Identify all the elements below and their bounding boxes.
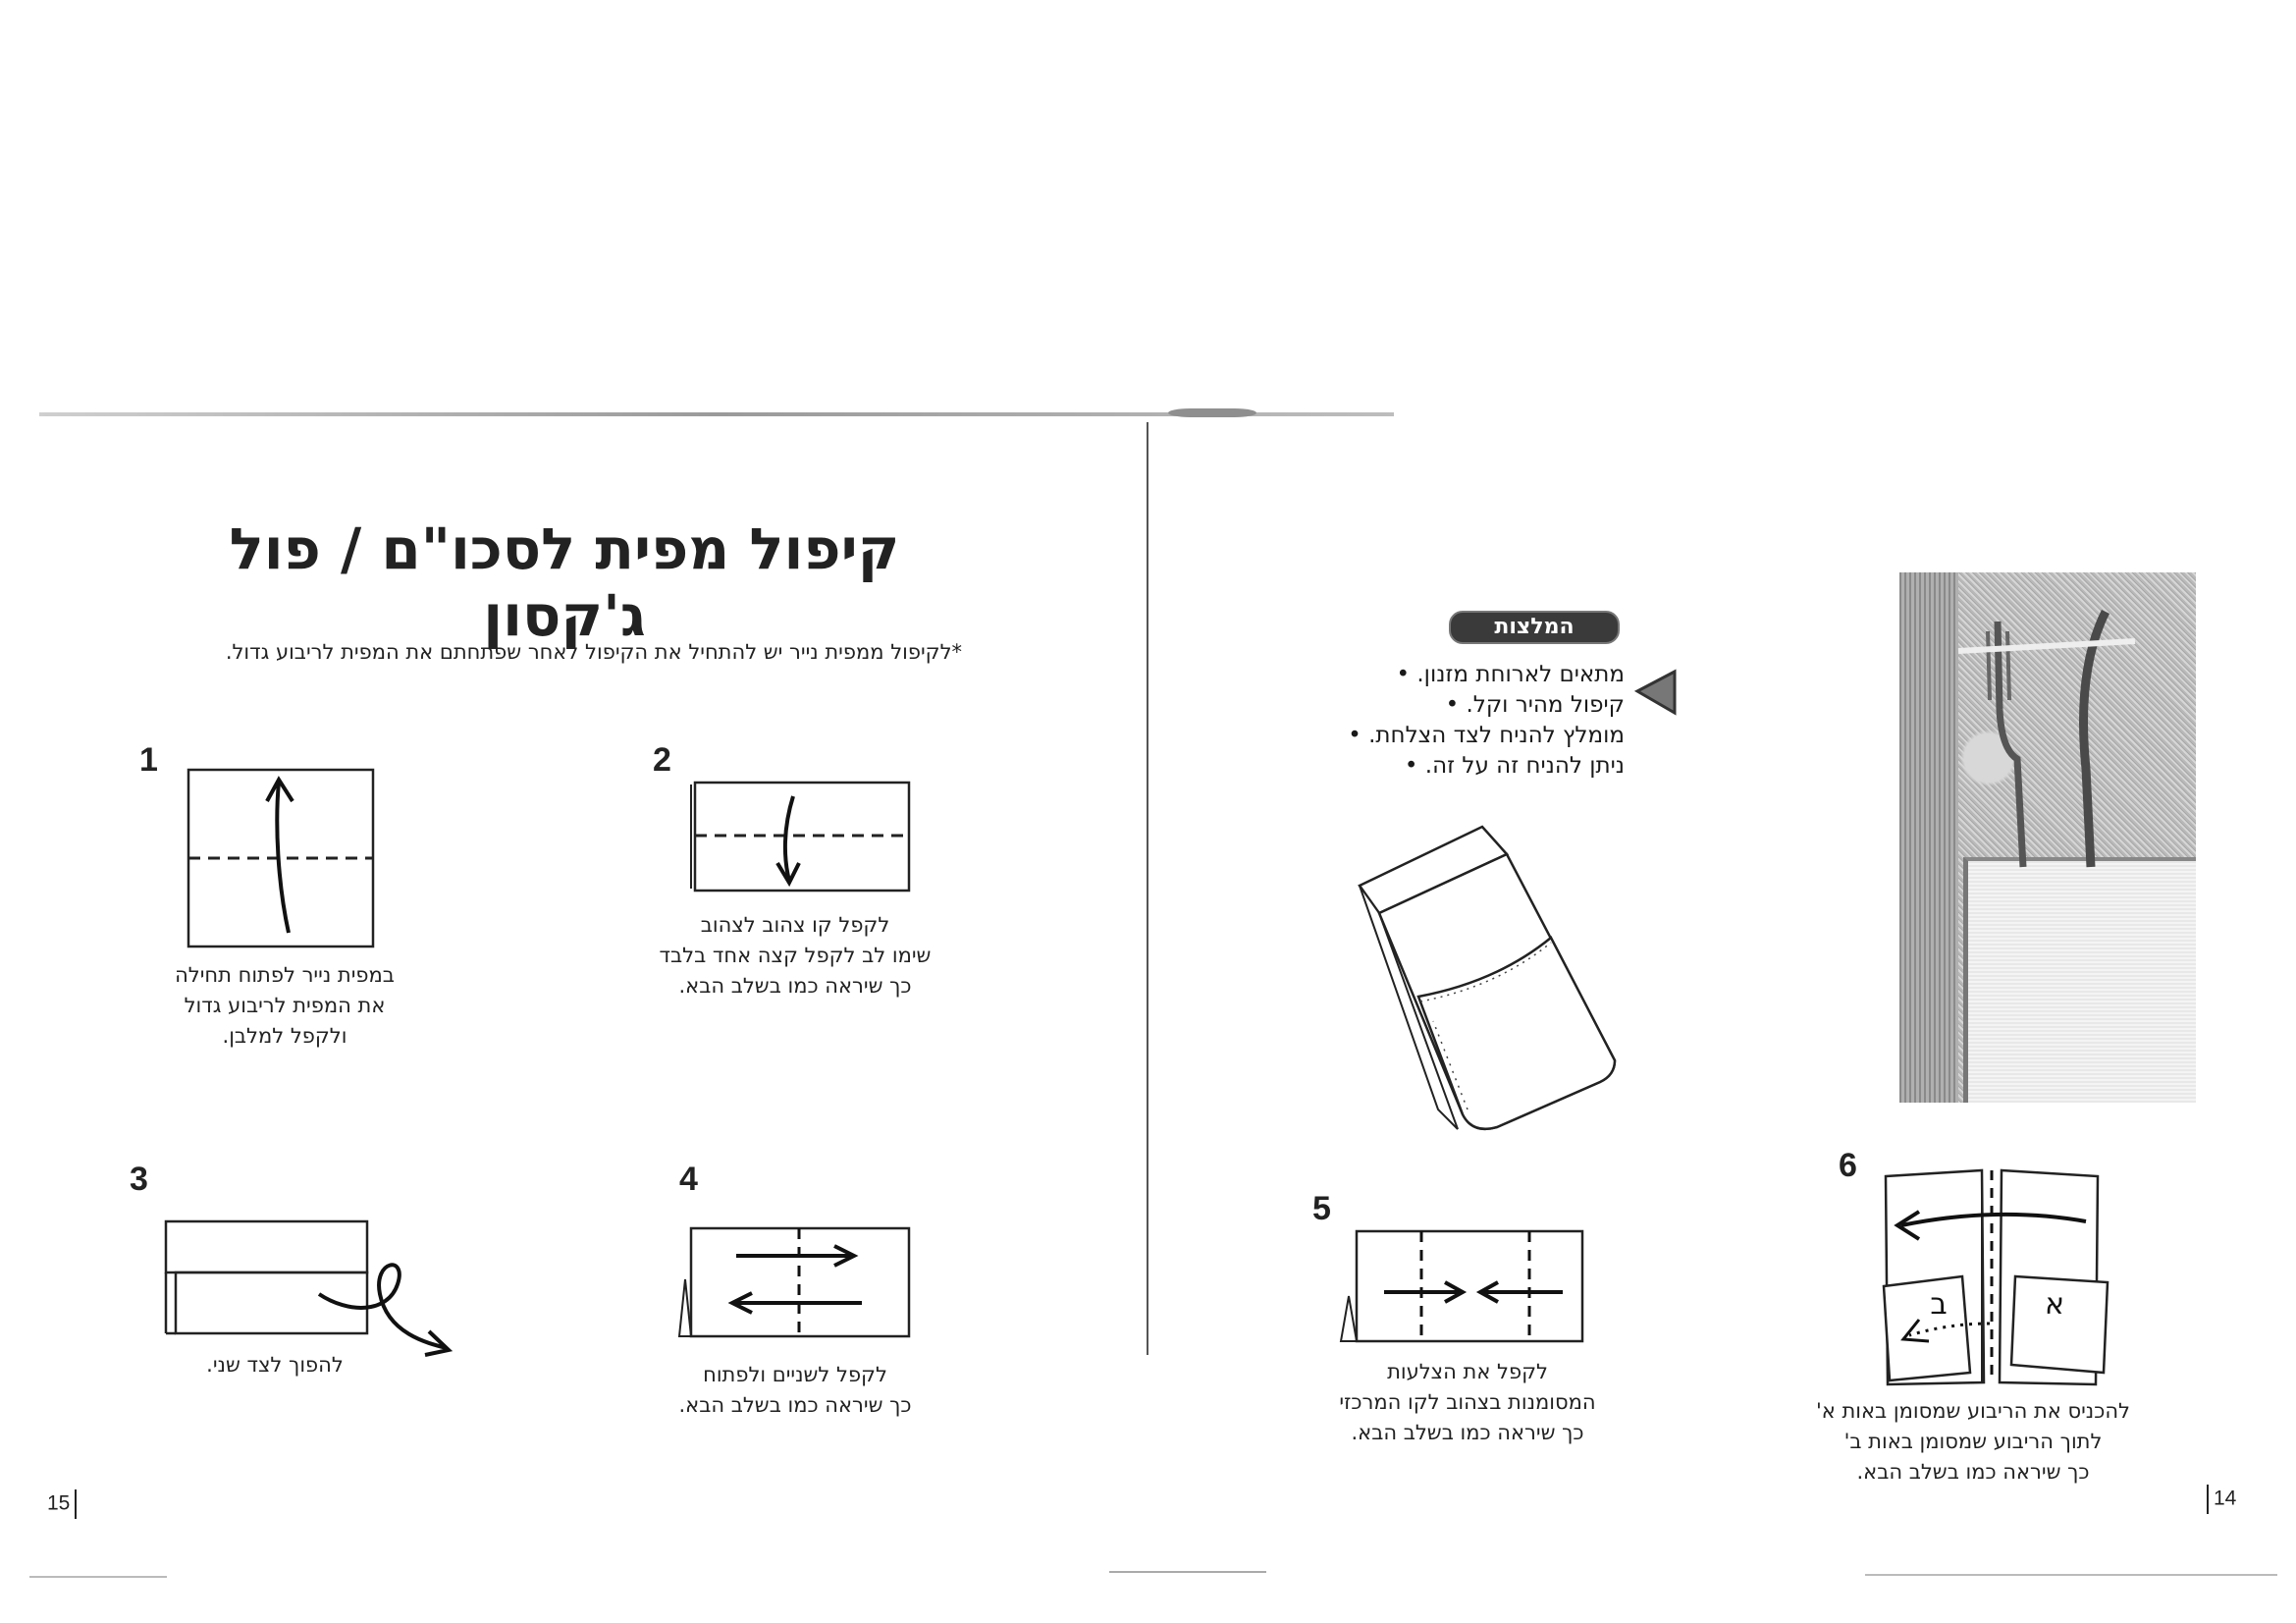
tips-list	[1266, 660, 1625, 782]
napkin-photo	[1899, 572, 2196, 1103]
step-2-caption: לקפל קו צהוב לצהוב שימו לב לקפל קצה אחד בלבד כך שיראה כמו בשלב הבא.	[659, 913, 932, 998]
step-1-diagram	[185, 766, 381, 952]
page-top-divider-mark	[1168, 408, 1256, 417]
step-3-caption: להפוך לצד שני.	[206, 1353, 344, 1377]
triangle-pointer-icon	[1633, 668, 1679, 717]
tips-badge: המלצות	[1449, 611, 1620, 644]
step-4-number: 4	[679, 1161, 698, 1198]
step-4-diagram	[675, 1224, 916, 1342]
step-3-number: 3	[130, 1161, 148, 1198]
folded-napkin-illustration	[1350, 815, 1634, 1139]
letter-b-label: ב	[1930, 1287, 1948, 1322]
step-1-caption: במפית נייר לפתוח תחילה את המפית לריבוע גדול ולקפל למלבן.	[175, 963, 395, 1048]
step-5-number: 5	[1312, 1190, 1331, 1227]
tip-item: מומלץ להניח לצד הצלחת. •	[1348, 723, 1625, 748]
step-6-diagram	[1880, 1166, 2115, 1392]
tip-item: קיפול מהיר וקל. •	[1445, 692, 1625, 718]
scan-edge-line	[1109, 1571, 1266, 1573]
step-5-diagram	[1335, 1227, 1590, 1345]
intro-note: *לקיפול ממפית נייר יש להתחיל את הקיפול לאחר שפתחתם את המפית לריבוע גדול.	[225, 640, 962, 664]
step-6-caption: להכניס את הריבוע שמסומן באות א' לתוך הריבוע שמסומן באות ב' כך שיראה כמו בשלב הבא.	[1816, 1399, 2130, 1484]
step-2-number: 2	[653, 741, 671, 779]
right-page-number: 14	[2207, 1485, 2236, 1514]
scan-edge-line	[29, 1576, 167, 1578]
tip-item: ניתן להניח זה על זה. •	[1404, 753, 1625, 779]
step-5-caption: לקפל את הצלעות המסומנות בצהוב לקו המרכזי כך שיראה כמו בשלב הבא.	[1339, 1360, 1596, 1444]
step-4-caption: לקפל לשניים ולפתוח כך שיראה כמו בשלב הבא.	[678, 1363, 912, 1417]
step-1-number: 1	[139, 741, 158, 779]
tip-item: מתאים לארוחת מזנון. •	[1396, 662, 1625, 687]
step-3-diagram	[162, 1216, 466, 1363]
page-fold-line	[1147, 422, 1148, 1355]
step-2-diagram	[687, 779, 913, 896]
scan-edge-line	[1865, 1574, 2277, 1576]
left-page-number: 15	[47, 1489, 77, 1519]
step-6-number: 6	[1839, 1147, 1857, 1184]
page-title: קיפול מפית לסכו"ם / פול ג'קסון	[229, 515, 900, 649]
letter-a-label: א	[2044, 1287, 2065, 1322]
